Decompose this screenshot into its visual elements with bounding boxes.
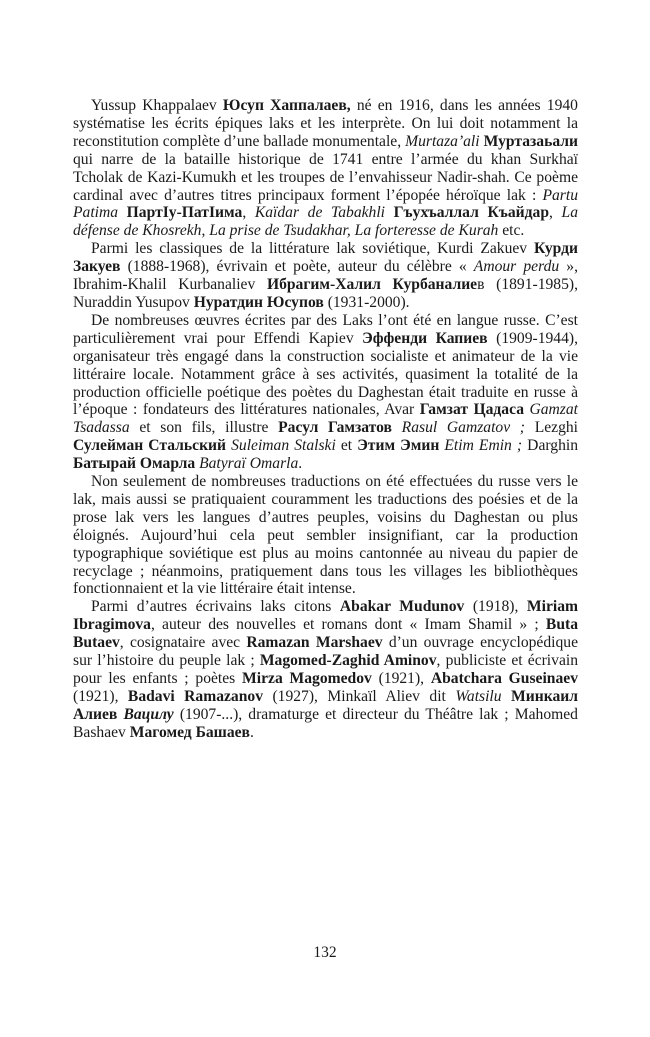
text-run: Abakar Mudunov — [339, 598, 465, 616]
text-run: Yussup Khappalaev — [91, 97, 223, 114]
text-run: Курди Закуев — [73, 240, 578, 276]
text-run: », Ibrahim-Khalil Kurbanaliev — [73, 258, 578, 294]
text-run: Магомед Башаев — [129, 723, 250, 741]
text-run: Kaïdar de Tabakhli — [254, 204, 386, 222]
text-run: Lezghi — [525, 419, 579, 437]
text-run — [385, 204, 394, 221]
text-run: qui narre de la bataille historique de 1741 entre l’armée du khan Surkhaï Tcholak de Kazi-Kumukh et les troupes de l’envahisseur Nadir-shah. Ce poème cardinal avec d’autres titres principaux forment l’épopée héroïque lak : — [73, 150, 578, 204]
text-run: (1909-1944), organisateur très engagé dans la construction socialiste et animateur de la vie littéraire locale. Notamment grâce à ses activités, quasiment la totalité de la production officielle poétique des poètes du Daghestan était traduite en russe à l’époque : fondateurs des littératures nationales, Avar — [73, 329, 578, 419]
text-run: Suleiman Stalski — [231, 437, 336, 455]
text-run: Этим Эмин — [357, 437, 440, 455]
page-number: 132 — [313, 944, 337, 961]
text-run: Partu Patima — [73, 186, 578, 222]
text-run: , auteur des nouvelles et romans dont « Imam Shamil » ; — [150, 616, 546, 634]
text-run: , — [242, 204, 255, 222]
text-run: Ибрагим-Халил Курбаналие — [266, 276, 478, 294]
text-run: Abatchara Guseinaev — [430, 670, 578, 687]
text-run: Минкаил Алиев — [73, 687, 578, 723]
text-run: Murtaza’ali — [405, 132, 480, 150]
text-run: etc. — [498, 222, 525, 240]
text-run: (1927), Minkaïl Aliev dit — [263, 687, 456, 705]
text-run: La prise de Tsudakhar, La forteresse de Kurah — [209, 222, 499, 240]
text-run: , — [549, 204, 562, 222]
text-run: Муртазаьали — [483, 132, 578, 150]
text-run: De nombreuses œuvres écrites par des Laks l’ont été en langue russe. C’est particulièrement vrai pour Effendi Kapiev — [73, 311, 578, 347]
paragraph-khappalaev — [73, 97, 578, 240]
paragraph-other-writers — [73, 598, 578, 741]
text-run — [118, 204, 127, 221]
text-run: (1907-...), dramaturge et directeur du Théâtre lak ; Mahomed Bashaev — [73, 705, 578, 741]
text-run: né en 1916, dans les années 1940 systématise les écrits épiques laks et les interprète. On lui doit notamment la reconstitution complète d’une ballade monumentale, — [73, 97, 578, 150]
text-run: Эффенди Капиев — [362, 329, 488, 347]
text-run: Mirza Magomedov — [242, 670, 372, 687]
text-run: (1921), — [371, 670, 431, 687]
text-run: Rasul Gamzatov ; — [401, 419, 526, 437]
text-run: et — [335, 437, 358, 455]
text-run: Batyraï Omarla — [199, 455, 299, 473]
text-run: Miriam Ibragimova — [73, 598, 578, 634]
text-run: Ramazan Marshaev — [246, 634, 383, 652]
paragraph-soviet-classics — [73, 240, 578, 312]
text-run: Батырай Омарла — [73, 455, 196, 473]
text-run: Расул Гамзатов — [278, 419, 392, 437]
text-run: Etim Emin ; — [444, 437, 523, 455]
text-run: et son fils, illustre — [129, 419, 279, 437]
text-run: Вацилу — [123, 705, 174, 723]
text-run: Юсуп Хаппалаев, — [222, 97, 351, 114]
text-run: (1931-2000). — [323, 293, 410, 311]
text-run: Watsilu — [455, 687, 502, 705]
text-run: Amour perdu — [473, 258, 560, 276]
text-run: Non seulement de nombreuses traductions on été effectuées du russe vers le lak, mais aussi se pratiquaient couramment les traductions des poésies et de la prose lak vers les langues d’autres peuples, voisins du Daghestan ou plus éloignés. Aujourd’hui cela peut sembler insignifiant, car la production typographique soviétique est plus au moins cantonnée au niveau du papier de recyclage ; néanmoins, pratiquement dans tous les villages les bibliothèques fonctionnaient et la vie littéraire était intense. — [73, 473, 578, 598]
text-run: Buta Butaev — [73, 616, 578, 652]
text-run: Magomed-Zaghid Aminov — [259, 652, 437, 670]
text-run — [392, 419, 402, 436]
text-run: , cosignataire avec — [119, 634, 247, 652]
text-run: La défense de Khosrekh — [73, 204, 579, 240]
text-run: Сулейман Стальский — [73, 437, 227, 455]
text-run — [502, 688, 511, 705]
text-run: ПартIу-ПатIима — [126, 204, 243, 222]
text-run: в (1891-1985), Nuraddin Yusupov — [73, 276, 578, 311]
text-run: Нуратдин Юсупов — [193, 293, 324, 311]
paragraph-russian-works — [73, 312, 578, 473]
body-text — [73, 97, 578, 742]
text-run: . — [298, 455, 303, 473]
text-run: (1888-1968), évrivain et poète, auteur du célèbre « — [120, 258, 474, 276]
text-run: Гъухъаллал Къайдар — [393, 204, 550, 222]
text-run: d’un ouvrage encyclopédique sur l’histoire du peuple lak ; — [73, 634, 578, 670]
text-run: Gamzat Tsadassa — [73, 401, 578, 437]
text-run: , publiciste et écrivain pour les enfants ; poètes — [73, 652, 578, 687]
text-run: , — [201, 222, 210, 240]
text-run: Badavi Ramazanov — [127, 687, 263, 705]
text-run: (1921), — [73, 687, 128, 705]
text-run: . — [249, 723, 254, 741]
text-run: Гамзат Цадаса — [419, 401, 524, 419]
paragraph-translations — [73, 473, 578, 598]
text-run: (1918), — [464, 598, 527, 616]
text-run: Parmi d’autres écrivains laks citons — [91, 598, 340, 616]
text-run: Darghin — [522, 437, 579, 455]
text-run: Parmi les classiques de la littérature lak soviétique, Kurdi Zakuev — [91, 240, 534, 258]
